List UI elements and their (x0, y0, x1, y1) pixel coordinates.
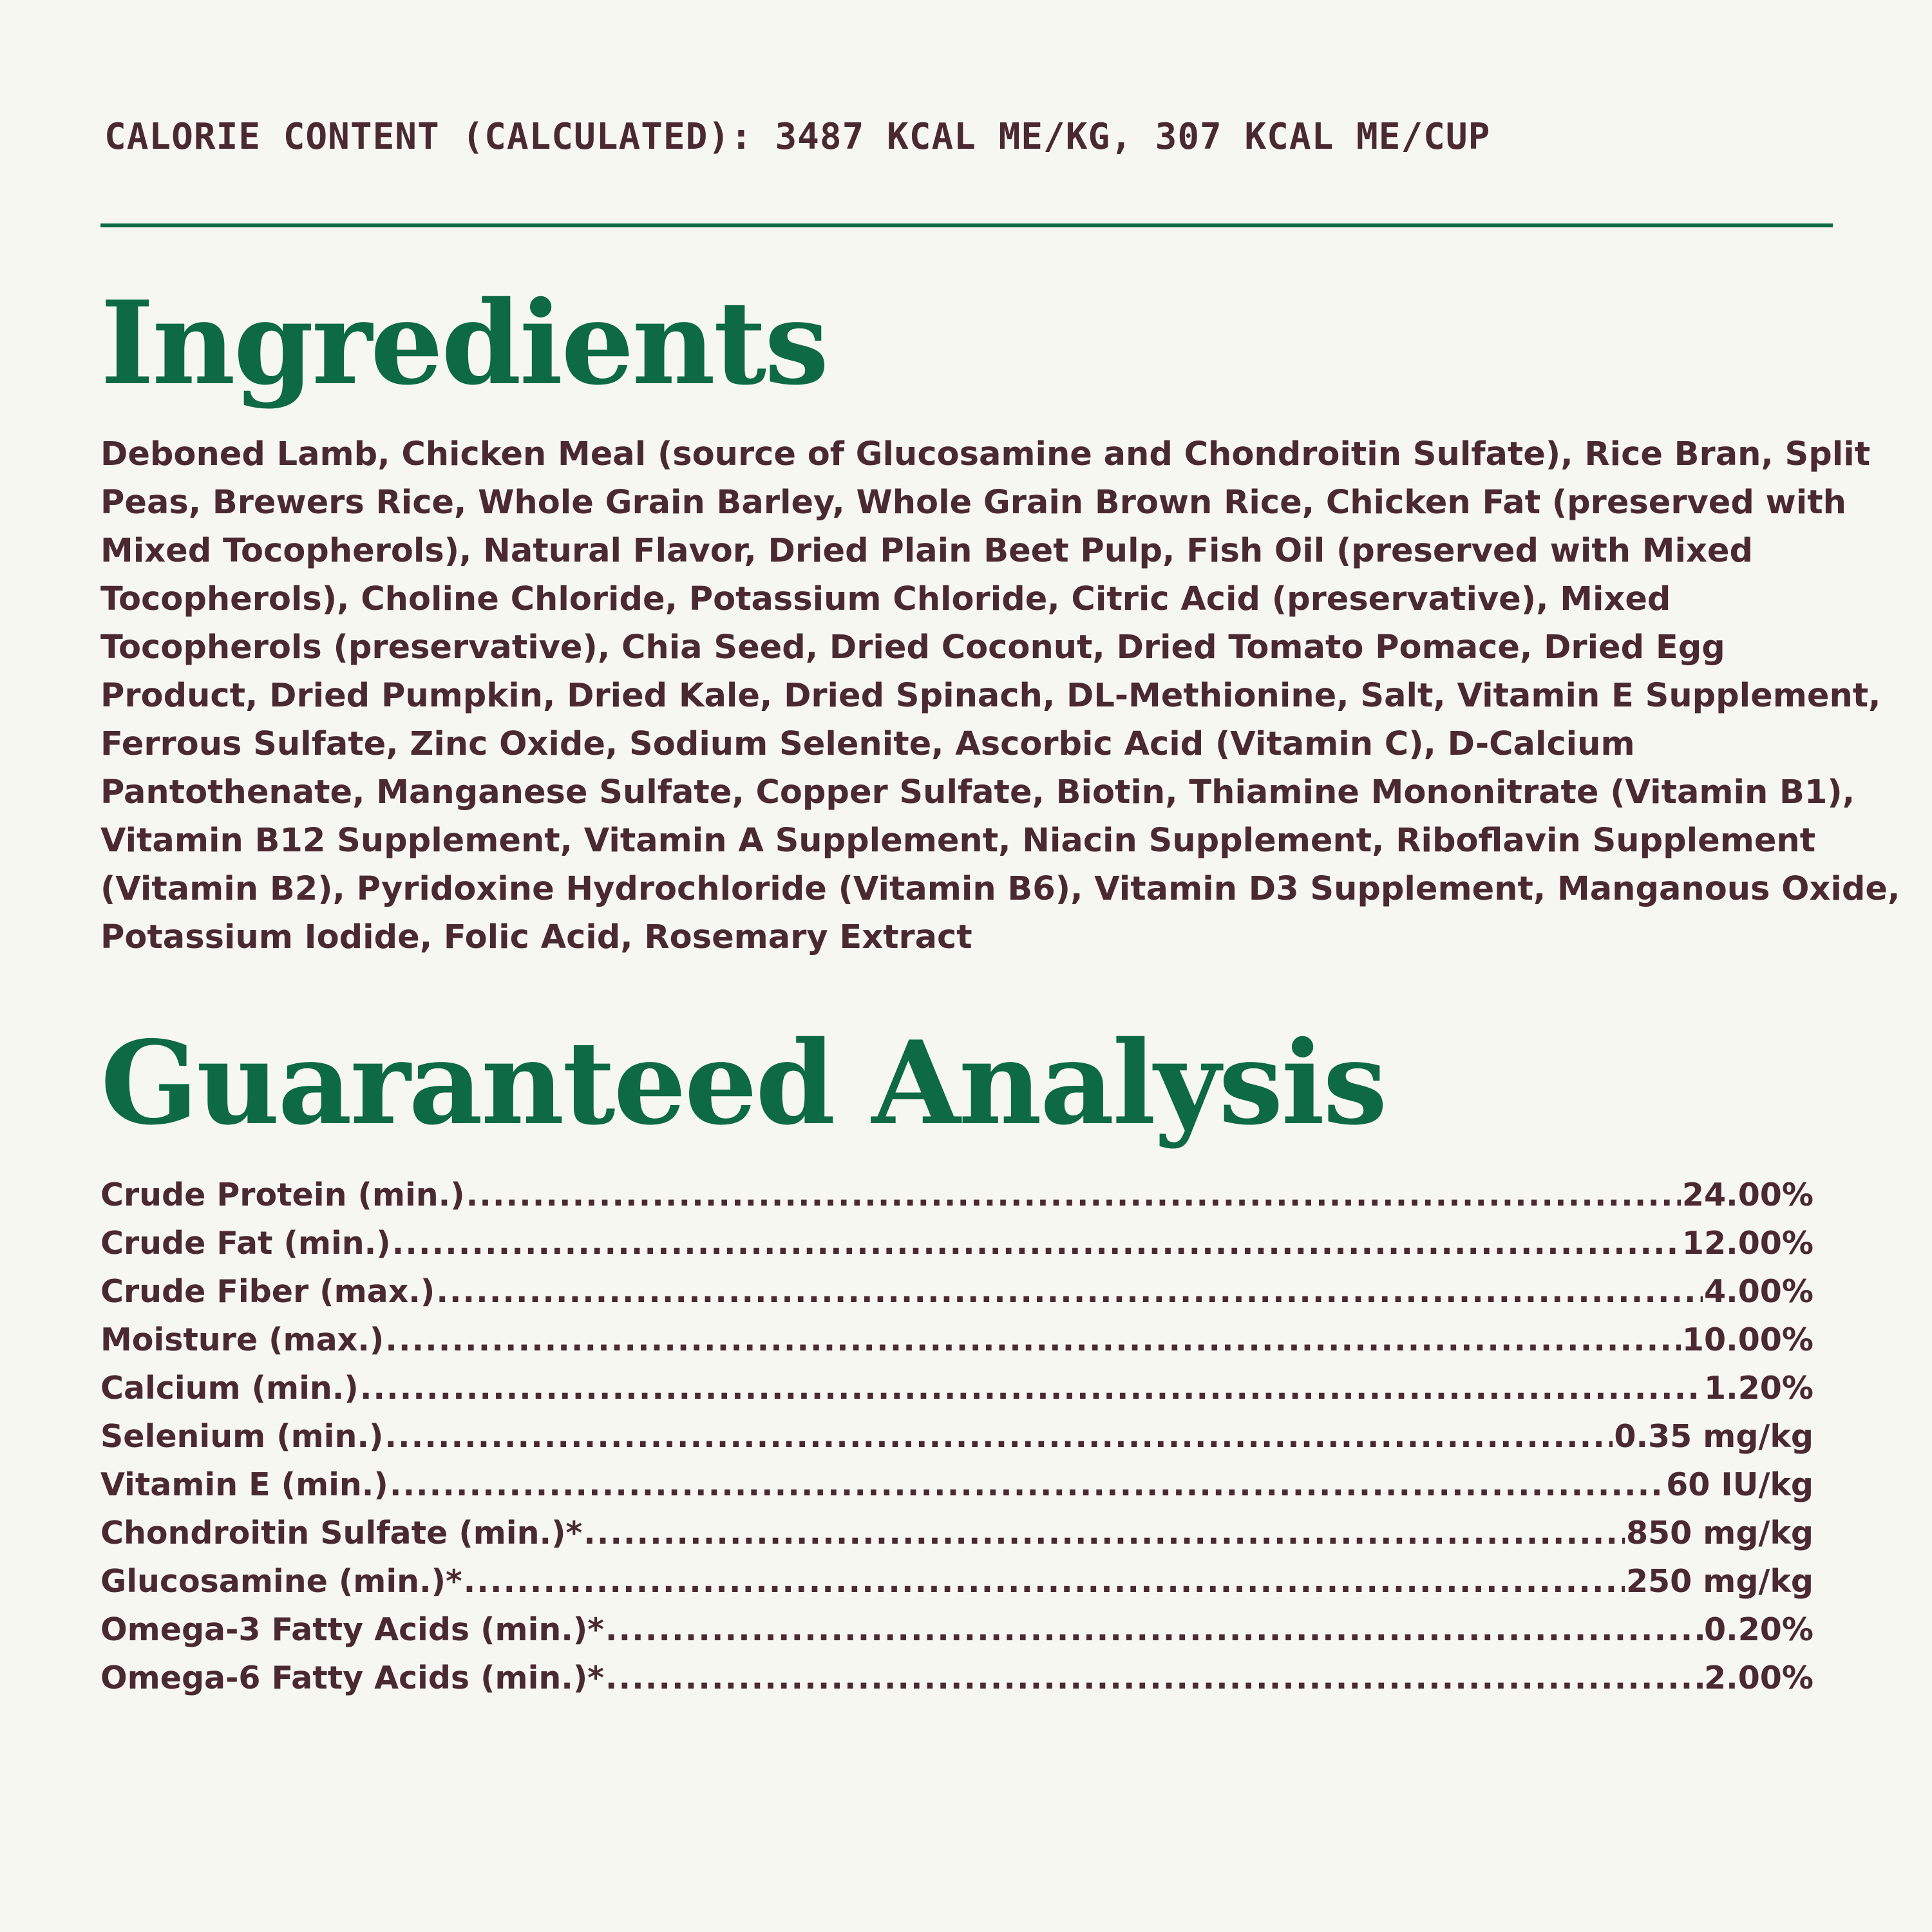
dot-leader (360, 1364, 1703, 1412)
analysis-title: Guaranteed Analysis (100, 1016, 1386, 1150)
analysis-value: 250 mg/kg (1625, 1563, 1814, 1600)
analysis-value: 12.00% (1681, 1225, 1814, 1262)
dot-leader (392, 1219, 1681, 1267)
analysis-label: Vitamin E (min.) (100, 1466, 388, 1503)
dot-leader (466, 1171, 1681, 1219)
dot-leader (390, 1461, 1665, 1509)
analysis-value: 24.00% (1681, 1177, 1814, 1213)
analysis-value: 2.00% (1704, 1660, 1814, 1696)
analysis-value: 0.35 mg/kg (1614, 1418, 1814, 1455)
dot-leader (436, 1267, 1703, 1316)
ingredients-line: Tocopherols (preservative), Chia Seed, Dried Coconut, Dried Tomato Pomace, Dried Egg (100, 629, 1725, 667)
analysis-label: Selenium (min.) (100, 1418, 384, 1455)
analysis-label: Moisture (max.) (100, 1321, 384, 1358)
analysis-label: Omega-3 Fatty Acids (min.)* (100, 1611, 604, 1648)
analysis-value: 850 mg/kg (1625, 1515, 1814, 1551)
analysis-row-vitamin-e (100, 1461, 1814, 1509)
analysis-row-omega-3 (100, 1605, 1814, 1654)
ingredients-line: Product, Dried Pumpkin, Dried Kale, Dried Spinach, DL-Methionine, Salt, Vitamin E Supplement, (100, 677, 1881, 715)
divider (100, 223, 1833, 227)
analysis-row-crude-fiber (100, 1267, 1814, 1316)
analysis-row-chondroitin (100, 1509, 1814, 1557)
analysis-label: Chondroitin Sulfate (min.)* (100, 1515, 583, 1551)
ingredients-line: Vitamin B12 Supplement, Vitamin A Supplement, Niacin Supplement, Riboflavin Supplement (100, 822, 1816, 860)
analysis-label: Crude Fiber (max.) (100, 1273, 435, 1310)
analysis-label: Omega-6 Fatty Acids (min.)* (100, 1660, 604, 1696)
analysis-table (100, 1171, 1814, 1702)
analysis-value: 4.00% (1704, 1273, 1814, 1310)
ingredients-line: Peas, Brewers Rice, Whole Grain Barley, Whole Grain Brown Rice, Chicken Fat (preserved with (100, 484, 1846, 522)
analysis-label: Crude Protein (min.) (100, 1177, 465, 1213)
analysis-row-moisture (100, 1316, 1814, 1364)
analysis-label: Crude Fat (min.) (100, 1225, 391, 1262)
analysis-row-glucosamine (100, 1557, 1814, 1605)
analysis-value: 1.20% (1704, 1370, 1814, 1406)
ingredients-line: Potassium Iodide, Folic Acid, Rosemary Extract (100, 918, 972, 956)
ingredients-line: Ferrous Sulfate, Zinc Oxide, Sodium Selenite, Ascorbic Acid (Vitamin C), D-Calcium (100, 725, 1635, 763)
analysis-row-selenium (100, 1412, 1814, 1461)
dot-leader (464, 1557, 1625, 1605)
calorie-content: CALORIE CONTENT (CALCULATED): 3487 KCAL ME/KG, 307 KCAL ME/CUP (104, 116, 1491, 158)
ingredients-line: Tocopherols), Choline Chloride, Potassium Chloride, Citric Acid (preservative), Mixed (100, 580, 1671, 618)
analysis-label: Calcium (min.) (100, 1370, 359, 1406)
ingredients-line: (Vitamin B2), Pyridoxine Hydrochloride (Vitamin B6), Vitamin D3 Supplement, Manganous Oxide, (100, 870, 1900, 908)
ingredients-title: Ingredients (100, 276, 828, 410)
dot-leader (583, 1509, 1625, 1557)
ingredients-list (100, 430, 1900, 961)
analysis-label: Glucosamine (min.)* (100, 1563, 462, 1600)
analysis-row-omega-6 (100, 1654, 1814, 1702)
analysis-value: 0.20% (1704, 1611, 1814, 1648)
ingredients-line: Pantothenate, Manganese Sulfate, Copper Sulfate, Biotin, Thiamine Mononitrate (Vitamin B1), (100, 773, 1855, 811)
dot-leader (384, 1412, 1613, 1461)
dot-leader (385, 1316, 1681, 1364)
ingredients-line: Deboned Lamb, Chicken Meal (source of Glucosamine and Chondroitin Sulfate), Rice Bran, Split (100, 435, 1871, 473)
analysis-row-calcium (100, 1364, 1814, 1412)
analysis-value: 10.00% (1681, 1321, 1814, 1358)
dot-leader (605, 1605, 1703, 1654)
ingredients-line: Mixed Tocopherols), Natural Flavor, Dried Plain Beet Pulp, Fish Oil (preserved with Mixed (100, 532, 1754, 570)
dot-leader (605, 1654, 1703, 1702)
analysis-value: 60 IU/kg (1666, 1466, 1814, 1503)
analysis-row-crude-protein (100, 1171, 1814, 1219)
analysis-row-crude-fat (100, 1219, 1814, 1267)
